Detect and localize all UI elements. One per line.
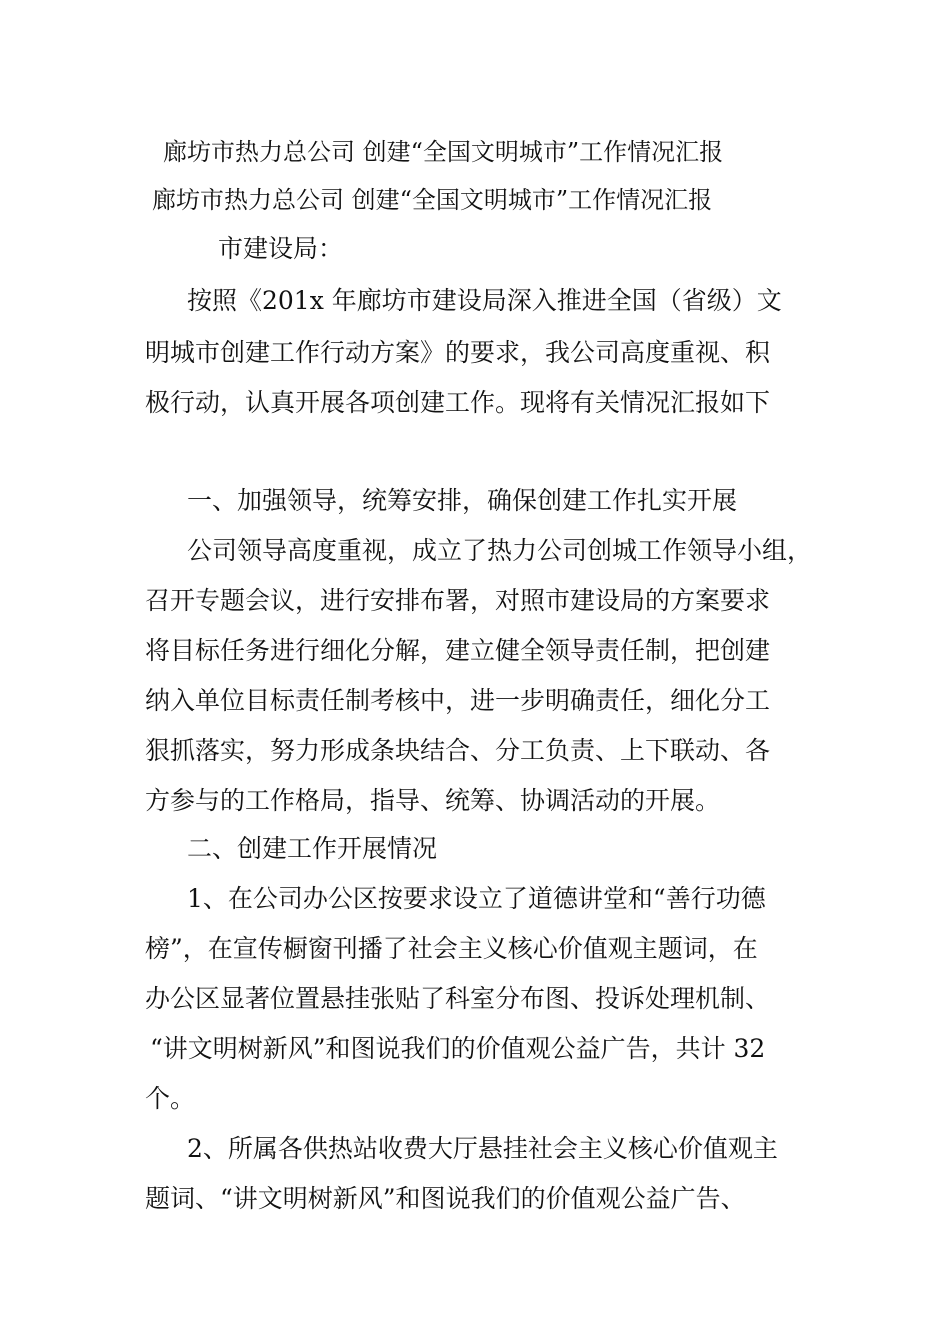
item-1-line-1: 1、在公司办公区按要求设立了道德讲堂和“善行功德 <box>187 884 766 913</box>
intro-line-3: 极行动，认真开展各项创建工作。现将有关情况汇报如下 <box>145 388 771 417</box>
item-1-line-2: 榜”，在宣传橱窗刊播了社会主义核心价值观主题词，在 <box>145 934 758 963</box>
section-1-heading: 一、加强领导，统筹安排，确保创建工作扎实开展 <box>187 486 738 515</box>
intro-line-2: 明城市创建工作行动方案》的要求，我公司高度重视、积 <box>145 338 771 367</box>
section-1-line-2: 召开专题会议，进行安排布署，对照市建设局的方案要求 <box>145 586 771 615</box>
section-1-line-1: 公司领导高度重视，成立了热力公司创城工作领导小组， <box>187 536 813 565</box>
intro-line-1: 按照《201x 年廊坊市建设局深入推进全国（省级）文 <box>187 286 782 315</box>
item-1-line-4: “讲文明树新风”和图说我们的价值观公益广告，共计 32 <box>150 1034 766 1063</box>
document-title-line-2: 廊坊市热力总公司 创建“全国文明城市”工作情况汇报 <box>152 186 713 214</box>
section-1-line-4: 纳入单位目标责任制考核中，进一步明确责任，细化分工 <box>145 686 771 715</box>
section-1-line-5: 狠抓落实，努力形成条块结合、分工负责、上下联动、各 <box>145 736 771 765</box>
section-1-line-3: 将目标任务进行细化分解，建立健全领导责任制，把创建 <box>145 636 771 665</box>
item-2-line-1: 2、所属各供热站收费大厅悬挂社会主义核心价值观主 <box>187 1134 778 1163</box>
section-1-line-6: 方参与的工作格局，指导、统筹、协调活动的开展。 <box>145 786 721 815</box>
addressee: 市建设局： <box>218 234 344 263</box>
section-2-heading: 二、创建工作开展情况 <box>187 834 438 863</box>
item-2-line-2: 题词、“讲文明树新风”和图说我们的价值观公益广告、 <box>145 1184 746 1213</box>
item-1-line-5: 个。 <box>145 1084 196 1113</box>
item-1-line-3: 办公区显著位置悬挂张贴了科室分布图、投诉处理机制、 <box>145 984 771 1013</box>
document-title-line-1: 廊坊市热力总公司 创建“全国文明城市”工作情况汇报 <box>163 138 724 166</box>
